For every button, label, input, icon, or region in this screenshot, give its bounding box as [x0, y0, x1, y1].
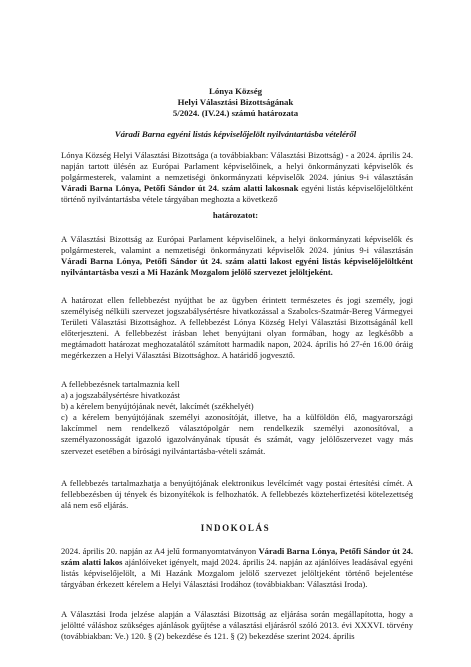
intro-text-1: Lónya Község Helyi Választási Bizottsága (a továbbiakban: Választási Bizottság) - a 2024. április 24. napján tartott ülésén az Európai Parlament képviselőinek, a helyi önkormányzati képviselők és polgármesterek, valamint a nemzetiségi önkormányzati képviselők 2024. június 9-i választásán	[61, 150, 413, 183]
contents-item-b: b) a kérelem benyújtójának nevét, lakcímét (székhelyét)	[61, 401, 254, 412]
resolution-paragraph	[61, 234, 413, 278]
intro-text-2: egyéni listás képviselőjelöltként történő nyilvántartásba vétele tárgyában meghozta a következő	[61, 183, 413, 205]
reasoning-1-candidate: Váradi Barna Lónya, Petőfi Sándor út 24. szám alatti lakos	[61, 546, 413, 568]
contents-title: A fellebbezésnek tartalmaznia kell	[61, 379, 180, 389]
committee-name: Helyi Választási Bizottságának	[177, 97, 294, 107]
decision-subject: Váradi Barna egyéni listás képviselőjelölt nyilvántartásba vételéről	[114, 129, 357, 139]
contents-item-c: c) a kérelem benyújtójának személyi azonosítóját, illetve, ha a külföldön élő, magyarországi lakcímmel nem rendelkező választópolgár nem rendelkezik személyi azonosítóval, a személyazonosságát igazoló igazolványának típusát és számát, vagy jelölőszervezet vagy más szervezet esetében a bírósági nyilvántartásba-vételi számát.	[61, 412, 413, 456]
appeal-paragraph	[61, 295, 413, 362]
resolution-text: A Választási Bizottság az Európai Parlament képviselőinek, a helyi önkormányzati képviselők és polgármesterek, valamint a nemzetiségi önkormányzati képviselők 2024. június 9-i választásán	[61, 234, 413, 256]
reasoning-1-text-2: ajánlóíveket igényelt, majd 2024. április 24. napján az ajánlóíves leadásával egyéni listás képviselőjelölt, a Mi Hazánk Mozgalom jelölő szervezet jelöltjeként történő bejelentése tárgyában érkezett kérelem a Helyi Választási Irodához (továbbiakban: Választási Iroda).	[61, 557, 413, 590]
electronic-text: A fellebbezés tartalmazhatja a benyújtójának elektronikus levélcímét vagy postai értesítési címét. A fellebbezésben új tények és bizonyítékok is felhozhatók. A fellebbezés közteherfizetési kötelezettség alá nem eső eljárás.	[61, 478, 413, 511]
reasoning-heading: INDOKOLÁS	[200, 523, 271, 533]
decision-number: 5/2024. (IV.24.) számú határozata	[172, 108, 299, 118]
reasoning-2-text: A Választási Iroda jelzése alapján a Választási Bizottság az eljárása során megállapította, hogy a jelöltté váláshoz szükséges ajánlások gyűjtése a választási eljárásról szóló 2013. évi XXXVI. törvény (továbbiakban: Ve.) 120. § (2) bekezdése és 121. § (2) bekezdése szerint 2024. április	[61, 609, 413, 642]
municipality-name: Lónya Község	[208, 86, 263, 96]
electronic-paragraph	[61, 478, 413, 511]
appeal-contents	[61, 379, 413, 457]
resolution-heading: határozatot:	[212, 210, 259, 220]
intro-candidate: Váradi Barna Lónya, Petőfi Sándor út 24. szám alatti lakosnak	[61, 183, 299, 194]
reasoning-1-text-1: 2024. április 20. napján az A4 jelű formanyomtatványon	[61, 546, 259, 556]
intro-paragraph	[61, 150, 413, 205]
reasoning-paragraph-2	[61, 609, 413, 642]
contents-item-a: a) a jogszabálysértésre hivatkozást	[61, 390, 181, 401]
appeal-text: A határozat ellen fellebbezést nyújthat be az ügyben érintett természetes és jogi személy, jogi személyiség nélküli szervezet jogszabálysértésre hivatkozással a Szabolcs-Szatmár-Bereg Vármegyei Területi Választási Bizottsághoz. A fellebbezést Lónya Község Helyi Választási Bizottságánál kell előterjeszteni. A fellebbezést írásban lehet benyújtani olyan formában, hogy az legkésőbb a megtámadott határozat meghozatalától számított harmadik napon, 2024. április hó 27-én 16.00 óráig megérkezzen a Helyi Választási Bizottsághoz. A határidő jogvesztő.	[61, 295, 413, 361]
reasoning-paragraph-1	[61, 546, 413, 590]
resolution-bold: Váradi Barna Lónya, Petőfi Sándor út 24. szám alatti lakost egyéni listás képviselőjelöltként nyilvántartásba veszi a Mi Hazánk Mozgalom jelölő szervezet jelöltjeként.	[61, 256, 413, 278]
